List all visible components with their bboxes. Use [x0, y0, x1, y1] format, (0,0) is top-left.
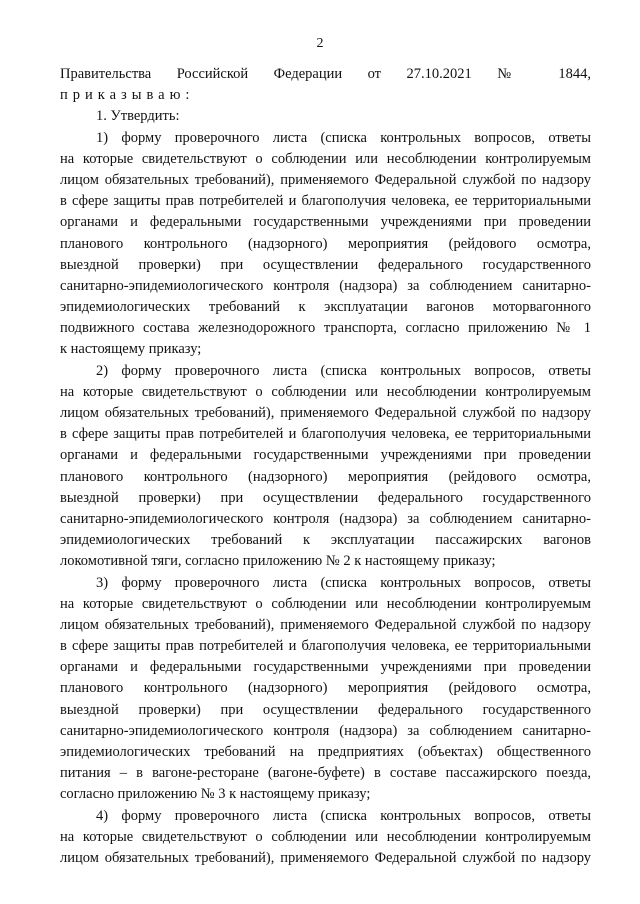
document-body	[60, 64, 591, 869]
text-line: на которые свидетельствуют о соблюдении или несоблюдении контролируемым	[60, 383, 591, 400]
text-line: согласно приложению № 3 к настоящему приказу;	[60, 786, 371, 803]
text-line: выездной проверки) при осуществлении федерального государственного	[60, 701, 591, 718]
text-line: в сфере защиты прав потребителей и благополучия человека, ее территориальными	[60, 426, 591, 443]
text-line: планового контрольного (надзорного) мероприятия (рейдового осмотра,	[60, 235, 591, 252]
text-line: эпидемиологических требований к эксплуатации вагонов моторвагонного	[60, 299, 591, 316]
text-line: в сфере защиты прав потребителей и благополучия человека, ее территориальными	[60, 193, 591, 210]
text-line: лицом обязательных требований), применяемого Федеральной службой по надзору	[60, 616, 591, 633]
text-line: 2) форму проверочного листа (списка контрольных вопросов, ответы	[96, 362, 591, 379]
text-line: 4) форму проверочного листа (списка контрольных вопросов, ответы	[96, 807, 591, 824]
text-line: 1) форму проверочного листа (списка контрольных вопросов, ответы	[96, 129, 591, 146]
text-line: в сфере защиты прав потребителей и благополучия человека, ее территориальными	[60, 638, 591, 655]
text-line: питания – в вагоне-ресторане (вагоне-буфете) в составе пассажирского поезда,	[60, 765, 591, 782]
text-line: эпидемиологических требований на предприятиях (объектах) общественного	[60, 744, 591, 760]
text-line: органами и федеральными государственными учреждениями при проведении	[60, 447, 591, 464]
text-line: санитарно-эпидемиологического контроля (надзора) за соблюдением санитарно-	[60, 722, 591, 739]
text-line: лицом обязательных требований), применяемого Федеральной службой по надзору	[60, 171, 591, 188]
text-line: органами и федеральными государственными учреждениями при проведении	[60, 659, 591, 676]
text-line: выездной проверки) при осуществлении федерального государственного	[60, 489, 591, 506]
text-line: лицом обязательных требований), применяемого Федеральной службой по надзору	[60, 405, 591, 421]
text-line: на которые свидетельствуют о соблюдении или несоблюдении контролируемым	[60, 828, 591, 845]
text-line: приказываю:	[60, 87, 195, 104]
text-line: Правительства Российской Федерации от 27.10.2021 № 1844,	[60, 66, 591, 82]
text-line: выездной проверки) при осуществлении федерального государственного	[60, 256, 591, 273]
text-line: на которые свидетельствуют о соблюдении или несоблюдении контролируемым	[60, 595, 591, 612]
page-number: 2	[316, 36, 324, 51]
text-line: локомотивной тяги, согласно приложению № 2 к настоящему приказу;	[60, 553, 496, 570]
text-line: 1. Утвердить:	[96, 108, 180, 125]
text-line: санитарно-эпидемиологического контроля (надзора) за соблюдением санитарно-	[60, 510, 591, 527]
text-line: планового контрольного (надзорного) мероприятия (рейдового осмотра,	[60, 680, 591, 697]
text-line: 3) форму проверочного листа (списка контрольных вопросов, ответы	[96, 574, 591, 591]
text-line: лицом обязательных требований), применяемого Федеральной службой по надзору	[60, 849, 591, 866]
text-line: эпидемиологических требований к эксплуатации пассажирских вагонов	[60, 532, 591, 549]
text-line: санитарно-эпидемиологического контроля (надзора) за соблюдением санитарно-	[60, 277, 591, 294]
text-line: к настоящему приказу;	[60, 341, 202, 358]
text-line: на которые свидетельствуют о соблюдении или несоблюдении контролируемым	[60, 150, 591, 167]
text-line: органами и федеральными государственными учреждениями при проведении	[60, 214, 591, 231]
text-line: подвижного состава железнодорожного транспорта, согласно приложению № 1	[60, 320, 591, 337]
text-line: планового контрольного (надзорного) мероприятия (рейдового осмотра,	[60, 468, 591, 485]
